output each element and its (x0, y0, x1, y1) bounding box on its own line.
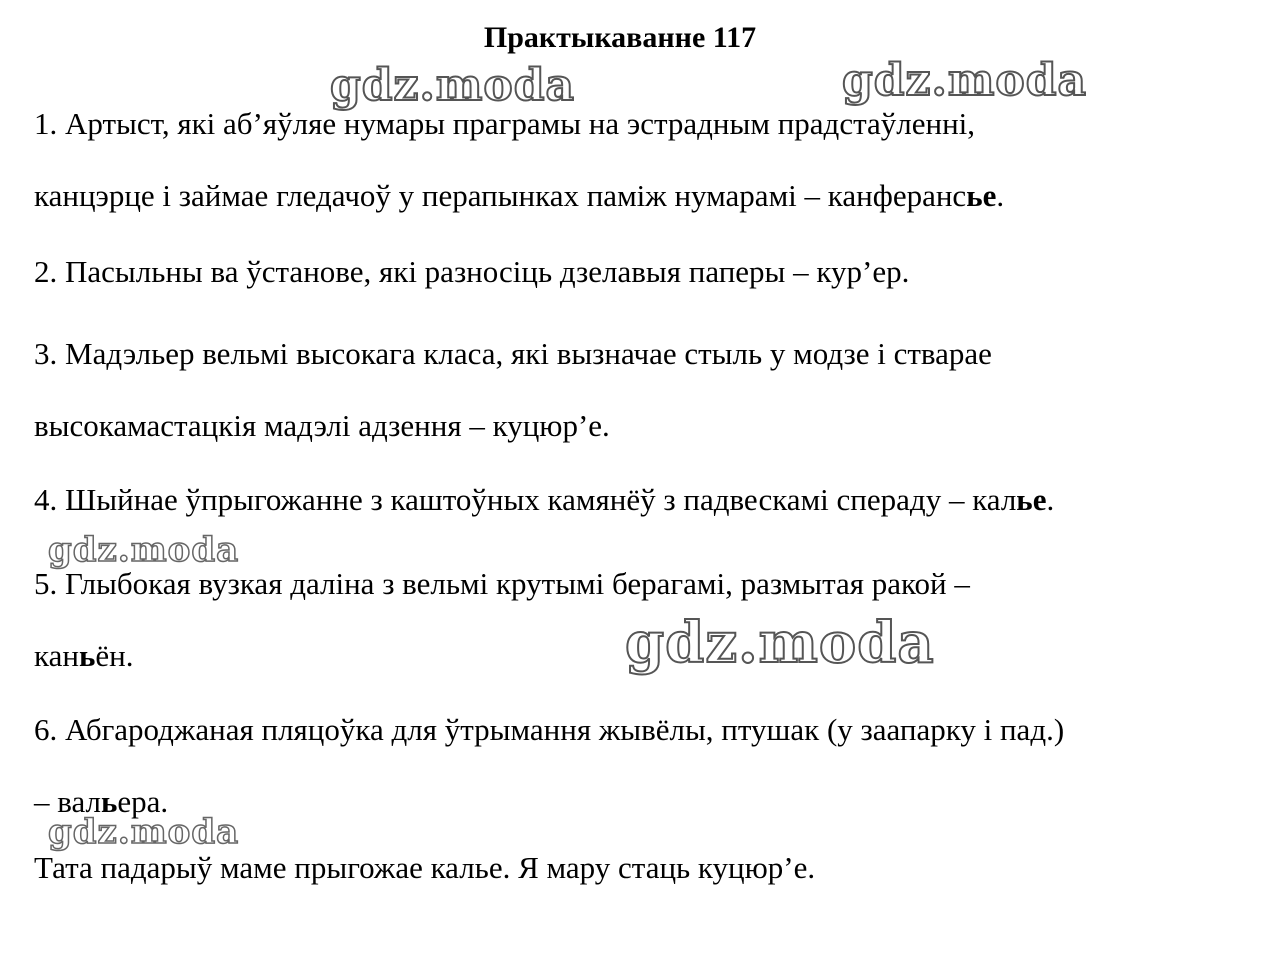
watermark-logo: gdz.moda (48, 530, 240, 570)
item-line: 3. Мадэльер вельмі высокага класа, які вызначае стыль у модзе і стварае (34, 336, 992, 371)
watermark-logo: gdz.moda (842, 55, 1088, 106)
item-line: 5. Глыбокая вузкая даліна з вельмі крутымі берагамі, размытая ракой – (34, 566, 970, 601)
item-line: 2. Пасыльны ва ўстанове, які разносіць дзелавыя паперы – кур’ер. (34, 254, 910, 289)
watermark-logo: gdz.moda (625, 610, 935, 676)
watermark-logo: gdz.moda (330, 60, 576, 111)
exercise-item-3 (34, 318, 1234, 462)
item-line: 4. Шыйнае ўпрыгожанне з каштоўных камянёў з падвескамі спераду – калье. (34, 482, 1055, 517)
watermark-logo: gdz.moda (48, 812, 240, 852)
page-title: Практыкаванне 117 (483, 21, 757, 54)
exercise-item-2 (34, 236, 1234, 308)
sentence-text: Тата падарыў маме прыгожае кальe. Я мару стаць куцюр’е. (34, 850, 816, 885)
item-line: 1. Артыст, які аб’яўляе нумары праграмы на эстрадным прадстаўленні, (34, 106, 976, 141)
item-line: 6. Абгароджаная пляцоўка для ўтрымання жывёлы, птушак (у заапарку і пад.) (34, 712, 1065, 747)
item-line: каньён. (34, 638, 134, 673)
exercise-item-4 (34, 464, 1234, 536)
item-line: канцэрце і займае гледачоў у перапынках паміж нумарамі – канферансье. (34, 178, 1005, 213)
exercise-item-5 (34, 548, 1234, 692)
example-sentence (34, 832, 1234, 904)
item-line: высокамастацкія мадэлі адзення – куцюр’е. (34, 408, 610, 443)
exercise-item-1 (34, 88, 1234, 232)
exercise-item-6 (34, 694, 1234, 838)
item-line: – вальера. (34, 784, 169, 819)
